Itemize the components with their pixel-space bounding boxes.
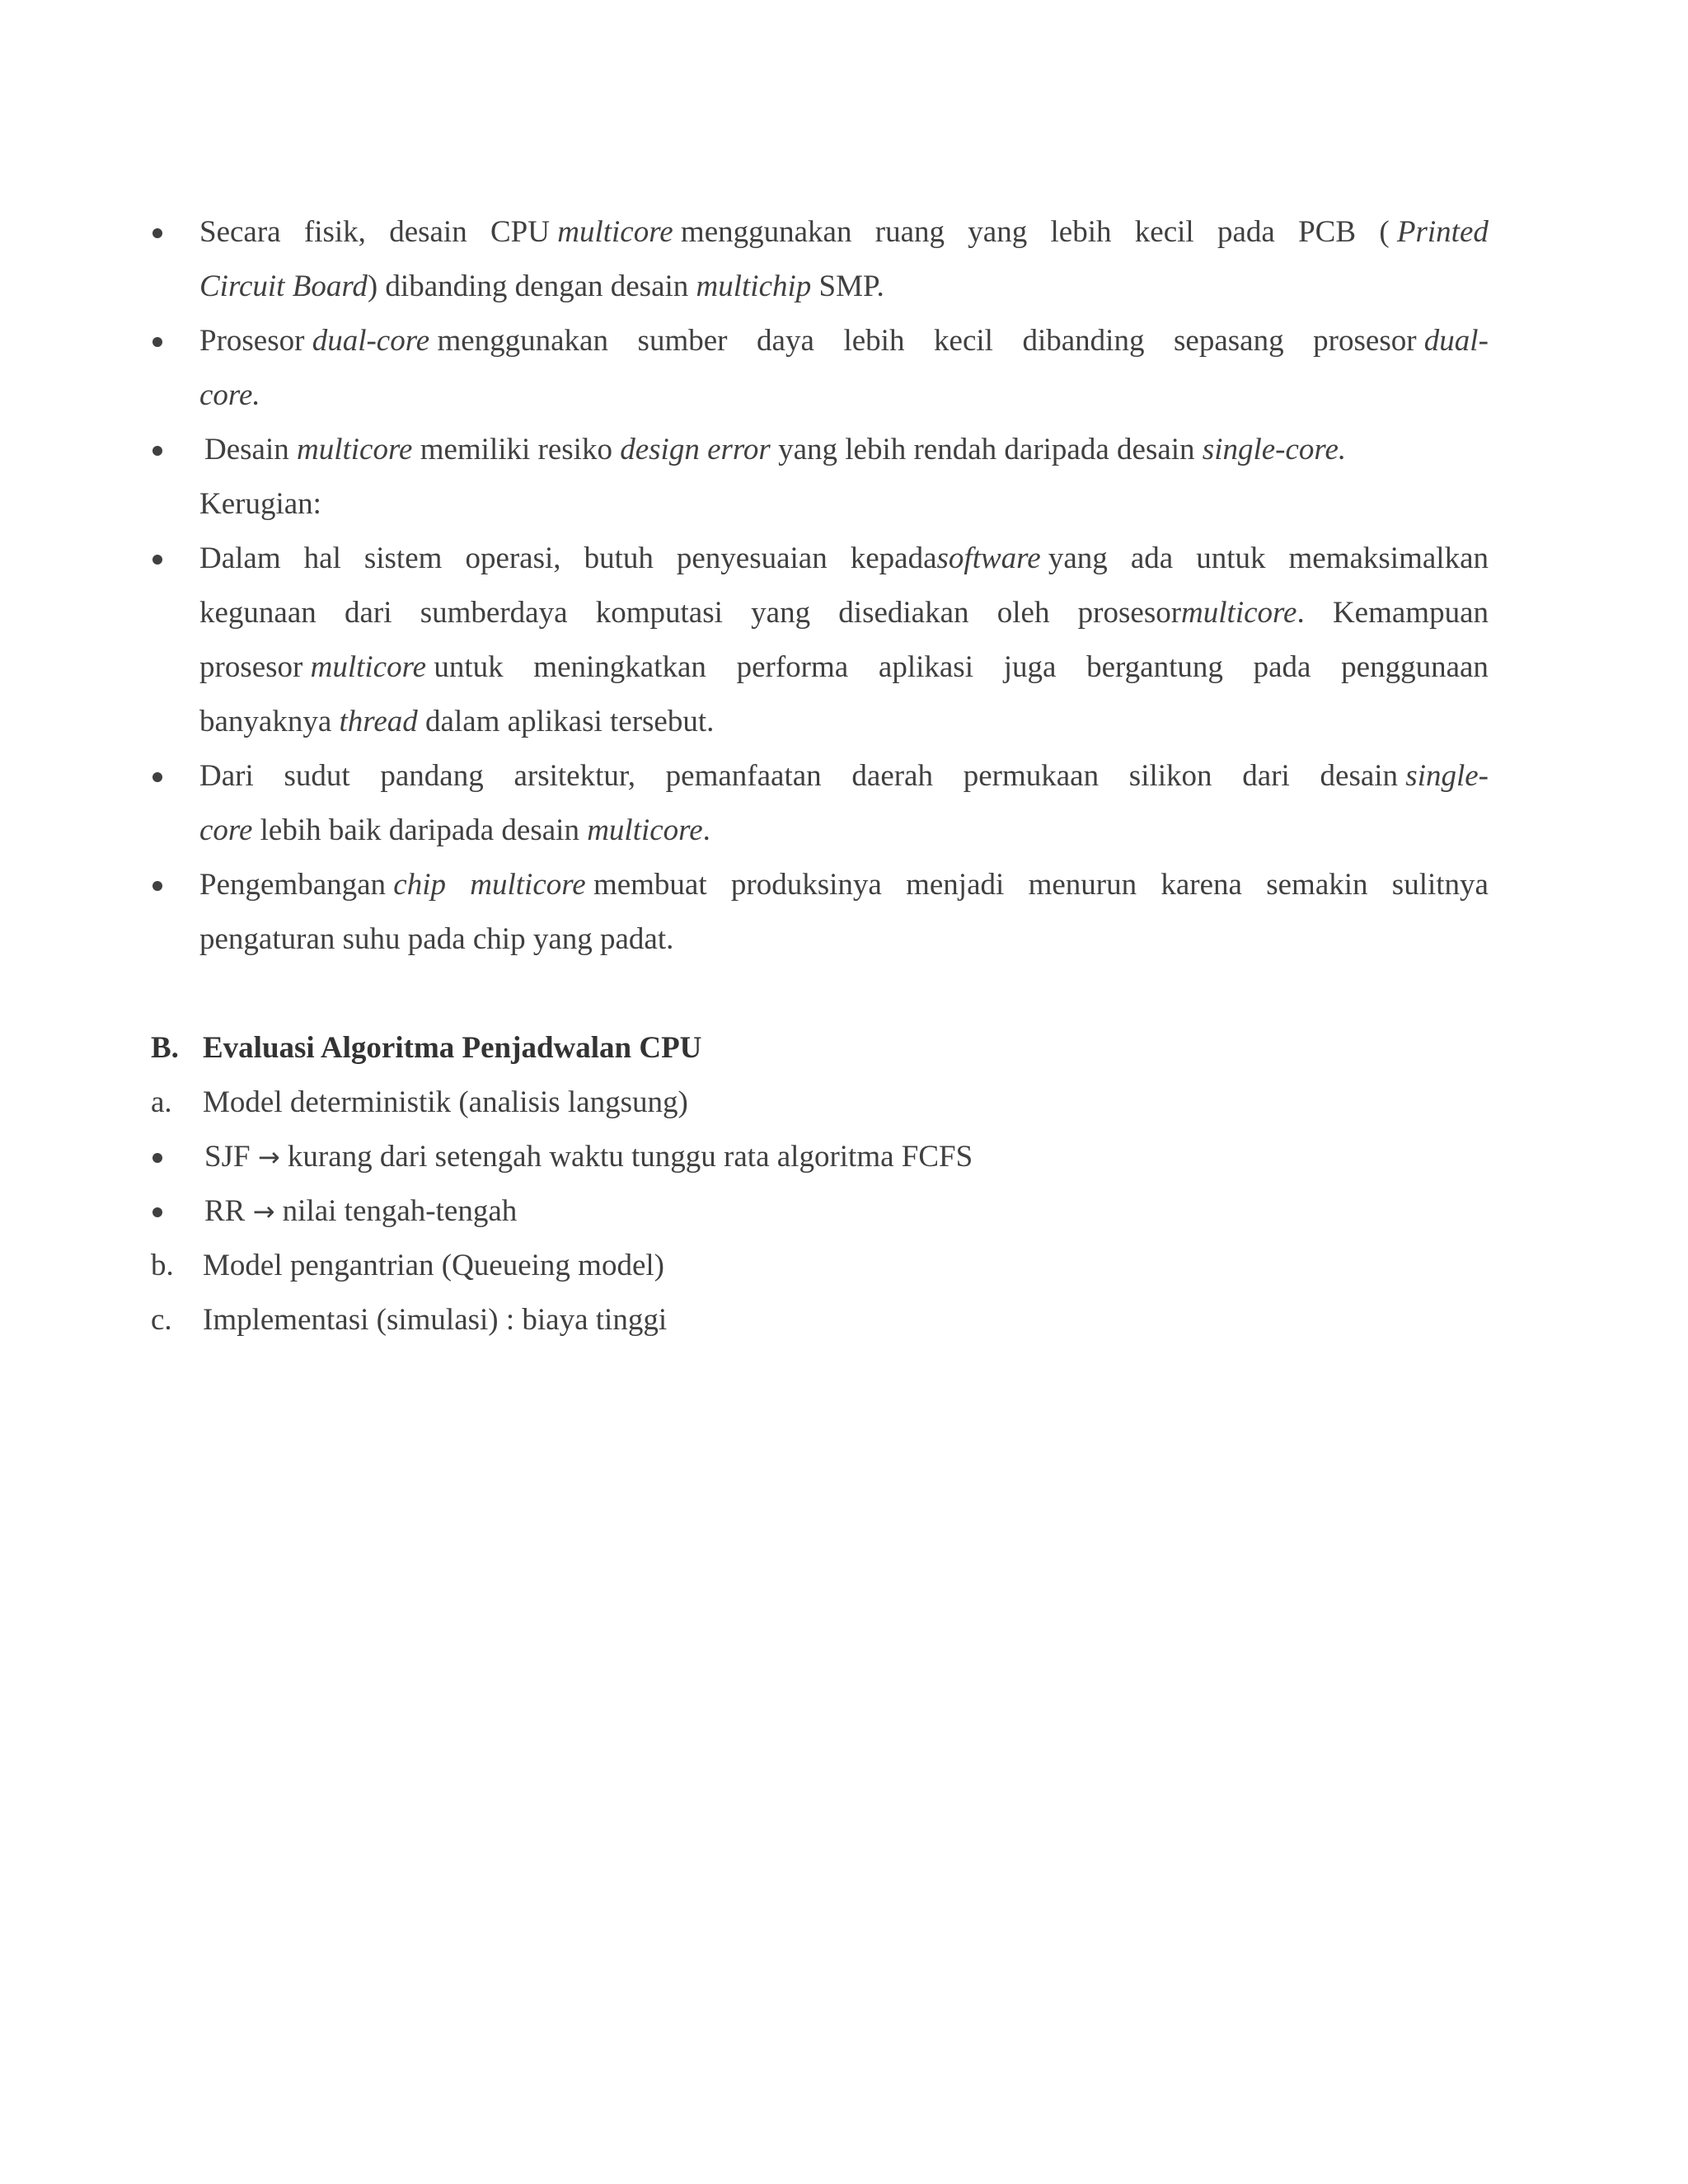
line-text: Dalam hal sistem operasi, butuh penyesuaian kepadasoftware yang ada untuk memaksimalkan (199, 541, 1489, 575)
section-title: Evaluasi Algoritma Penjadwalan CPU (203, 1031, 702, 1065)
bullet-icon (152, 772, 162, 782)
line-text: Model pengantrian (Queueing model) (203, 1249, 664, 1282)
advantage-item-3-line-1 (0, 423, 1688, 477)
arrow-right-icon: → (252, 1196, 275, 1227)
advantage-item-1-line-1 (0, 205, 1688, 260)
section-heading (0, 1021, 1688, 1076)
line-text: Prosesor dual-core menggunakan sumber daya lebih kecil dibanding sepasang prosesor dual- (199, 324, 1489, 358)
line-text: Secara fisik, desain CPU multicore menggunakan ruang yang lebih kecil pada PCB ( Printed (199, 215, 1489, 249)
line-text: Desain multicore memiliki resiko design error yang lebih rendah daripada desain single-core. (204, 433, 1347, 466)
list-item-sjf (0, 1130, 1688, 1184)
line-text: Model deterministik (analisis langsung) (203, 1085, 688, 1119)
line-text: Dari sudut pandang arsitektur, pemanfaatan daerah permukaan silikon dari desain single- (199, 759, 1489, 793)
bullet-icon (152, 337, 162, 347)
list-item-rr (0, 1184, 1688, 1239)
disadvantage-item-1-line-3 (0, 640, 1688, 695)
line-text: prosesor multicore untuk meningkatkan performa aplikasi juga bergantung pada penggunaan (199, 650, 1489, 684)
list-item-c (0, 1293, 1688, 1347)
list-marker: c. (151, 1303, 172, 1337)
line-text: core lebih baik daripada desain multicore. (199, 813, 710, 847)
bullet-icon (152, 1207, 162, 1217)
list-item-a (0, 1076, 1688, 1130)
line-text: Circuit Board) dibanding dengan desain multichip SMP. (199, 269, 884, 303)
disadvantage-item-3-line-2 (0, 912, 1688, 967)
line-text: banyaknya thread dalam aplikasi tersebut. (199, 705, 715, 738)
line-text: Kerugian: (199, 487, 321, 521)
list-item-b (0, 1239, 1688, 1293)
advantage-item-2-line-2 (0, 368, 1688, 423)
list-marker: a. (151, 1085, 172, 1119)
list-marker: b. (151, 1249, 174, 1282)
disadvantage-item-2-line-1 (0, 749, 1688, 804)
bullet-icon (152, 228, 162, 238)
section-marker: B. (151, 1031, 179, 1065)
line-text: kegunaan dari sumberdaya komputasi yang disediakan oleh prosesormulticore. Kemampuan (199, 596, 1489, 630)
line-text: core. (199, 378, 260, 412)
line-text: RR → nilai tengah-tengah (204, 1194, 518, 1228)
bullet-icon (152, 1153, 162, 1163)
kerugian-label (0, 477, 1688, 532)
bullet-icon (152, 446, 162, 456)
line-text: Implementasi (simulasi) : biaya tinggi (203, 1303, 668, 1337)
arrow-right-icon: → (257, 1141, 280, 1173)
disadvantage-item-3-line-1 (0, 858, 1688, 912)
line-text: pengaturan suhu pada chip yang padat. (199, 922, 674, 956)
line-text: SJF → kurang dari setengah waktu tunggu rata algoritma FCFS (204, 1140, 973, 1174)
disadvantage-item-1-line-4 (0, 695, 1688, 749)
line-text: Pengembangan chip multicore membuat produksinya menjadi menurun karena semakin sulitnya (199, 868, 1489, 902)
bullet-icon (152, 555, 162, 565)
disadvantage-item-1-line-2 (0, 586, 1688, 640)
disadvantage-item-2-line-2 (0, 804, 1688, 858)
disadvantage-item-1-line-1 (0, 532, 1688, 586)
advantage-item-2-line-1 (0, 314, 1688, 368)
advantage-item-1-line-2 (0, 260, 1688, 314)
bullet-icon (152, 881, 162, 891)
